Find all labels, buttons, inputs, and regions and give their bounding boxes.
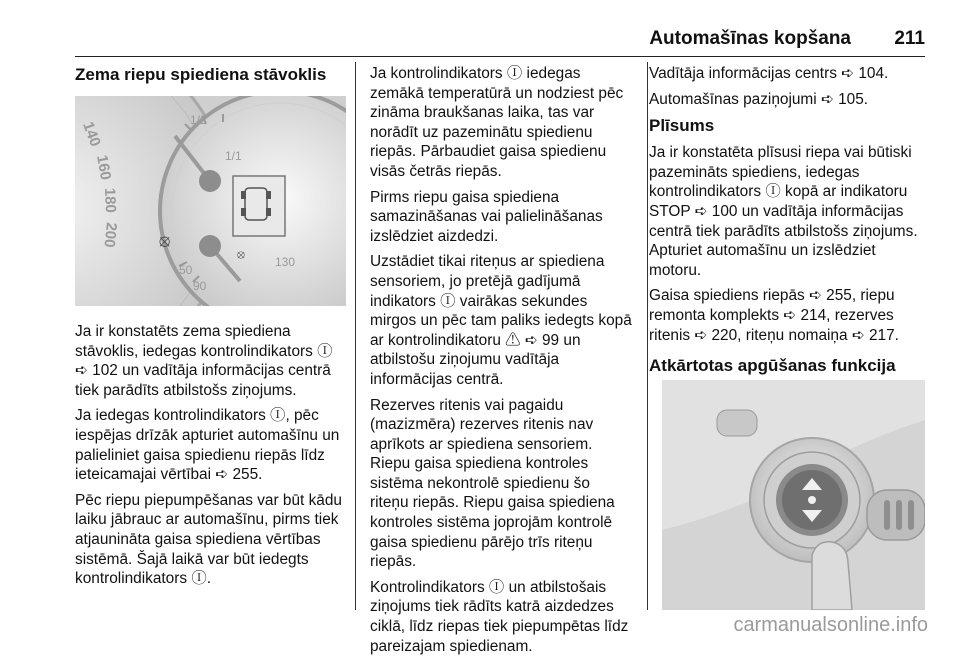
column-divider-2 xyxy=(647,62,648,610)
paragraph: Kontrolindikators Ⓘ un atbilstošais ziņojums tiek rādīts katrā aizdedzes ciklā, līdz riepas tiek piepumpētas līdz pareizajam spiedienam. xyxy=(370,578,629,655)
svg-text:⦻: ⦻ xyxy=(159,231,171,251)
paragraph: Ja kontrolindikators Ⓘ iedegas zemākā temperatūrā un nodziest pēc zināma braukšanas laika, tas var norādīt uz pazeminātu spiedienu riepās. Pārbaudiet gaisa spiedienu visās četrās riepās. xyxy=(370,65,624,180)
page-header xyxy=(75,28,925,54)
speed-label-160: 160 xyxy=(93,153,115,182)
fuel-label-half: 1/2 xyxy=(190,113,207,127)
paragraph: Ja ir konstatēta plīsusi riepa vai būtiski pazemināts spiediens, iedegas kontrolindikators Ⓘ kopā ar indikatoru STOP ➪ 100 un vadītāja informācijas centrā tiek parādīts atbilstošs ziņojums. Apturiet automašīnu un izslēdziet motoru. xyxy=(649,144,918,279)
speed-label-200: 200 xyxy=(100,221,120,249)
column-1-body xyxy=(75,322,347,595)
column-2 xyxy=(370,64,632,662)
section-heading-puncture: Plīsums xyxy=(649,116,715,136)
column-divider-1 xyxy=(355,62,356,610)
paragraph: Rezerves ritenis vai pagaidu (mazizmēra) rezerves ritenis nav aprīkots ar spiediena sensoriem. Riepu gaisa spiediena kontroles sistēma nekontrolē spiedienu šo riteņu riepās. Riepu gaisa spiediena kontroles sistēma joprojām kontrolē gaisa spiedienu pārējo trīs riteņu riepās. xyxy=(370,396,615,571)
relearn-switch-illustration xyxy=(662,380,925,610)
paragraph: Ja ir konstatēts zema spiediena stāvoklis, iedegas kontrolindikators Ⓘ ➪ 102 un vadītāja informācijas centrā tiek parādīts atbilstošs ziņojums. xyxy=(75,323,333,399)
header-rule xyxy=(75,56,925,57)
paragraph: Gaisa spiediens riepās ➪ 255, riepu remonta komplekts ➪ 214, rezerves ritenis ➪ 220, riteņu nomaiņa ➪ 217. xyxy=(649,287,899,344)
paragraph-driver-info-ref: Vadītāja informācijas centrs ➪ 104. xyxy=(649,65,889,82)
temp-label-90: 90 xyxy=(193,279,207,293)
column-3 xyxy=(649,64,927,377)
speed-label-180: 180 xyxy=(101,187,119,214)
instrument-cluster-illustration xyxy=(75,96,346,306)
page-title: Automašīnas kopšana xyxy=(649,28,851,49)
paragraph: Uzstādiet tikai riteņus ar spiediena sensoriem, jo pretējā gadījumā indikators Ⓘ vairākas sekundes mirgos un pēc tam paliks iedegts kopā ar kontrolindikatoru ⚠ ➪ 99 un atbilstošu ziņojumu vadītāja informācijas centrā. xyxy=(370,253,632,388)
relearn-switch-figure xyxy=(662,380,925,610)
speed-label-140: 140 xyxy=(79,119,104,149)
column-1 xyxy=(75,64,347,86)
svg-text:⦻: ⦻ xyxy=(237,247,245,261)
temp-label-130: 130 xyxy=(275,255,296,269)
paragraph-vehicle-messages-ref: Automašīnas paziņojumi ➪ 105. xyxy=(649,90,869,108)
paragraph: Pēc riepu piepumpēšanas var būt kādu laiku jābrauc ar automašīnu, pirms tiek atjaunināta gaisa spiediena vērtības sistēmā. Šajā laikā var būt iedegts kontrolindikators Ⓘ. xyxy=(75,491,342,588)
temp-label-50: 50 xyxy=(179,263,193,277)
instrument-cluster-figure xyxy=(75,96,346,306)
section-heading-low-pressure: Zema riepu spiediena stāvoklis xyxy=(75,65,327,84)
section-heading-relearn: Atkārtotas apgūšanas funkcija xyxy=(649,356,896,376)
paragraph: Pirms riepu gaisa spiediena samazināšanas vai palielināšanas izslēdziet aizdedzi. xyxy=(370,188,603,245)
watermark: carmanualsonline.info xyxy=(733,614,928,636)
fuel-label-full: 1/1 xyxy=(225,149,242,163)
page-number: 211 xyxy=(894,28,925,49)
paragraph: Ja iedegas kontrolindikators Ⓘ, pēc iespējas drīzāk apturiet automašīnu un palieliniet gaisa spiedienu riepās līdz ieteicamajai vērtībai ➪ 255. xyxy=(75,407,340,484)
